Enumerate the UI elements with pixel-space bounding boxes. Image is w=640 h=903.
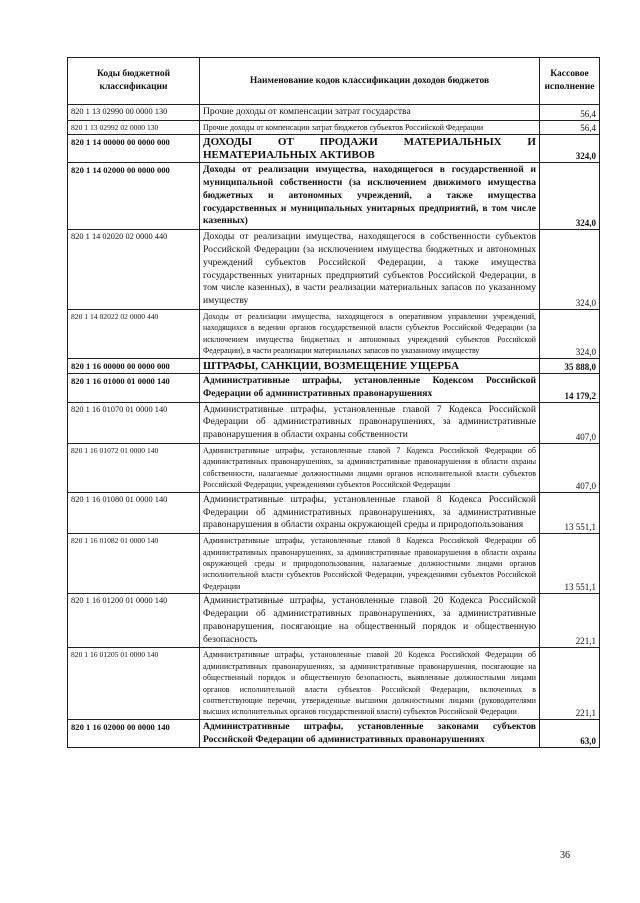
row-amount: 221,1 bbox=[540, 648, 600, 719]
row-amount: 56,4 bbox=[540, 120, 600, 134]
row-name: Административные штрафы, установленные главой 8 Кодекса Российской Федерации об административных правонарушениях, за административные правонарушения в области охраны окружающей среды и природопользования bbox=[200, 492, 540, 533]
row-name: Административные штрафы, установленные главой 20 Кодекса Российской Федерации об административных правонарушениях, за административные правонарушения, посягающие на общественный порядок и общественную безопасность, выявленные должностными лицами органов исполнительной власти субъектов Российской Федерации, включенных в соответствующие перечни, утвержденные высшими должностными лицами (руководителями высших исполнительных органов государственной власти) субъектов Российской Федерации bbox=[200, 648, 540, 719]
table-row bbox=[68, 402, 600, 443]
row-code: 820 1 16 01072 01 0000 140 bbox=[68, 444, 200, 493]
page-number: 36 bbox=[560, 850, 570, 861]
row-code: 820 1 14 02000 00 0000 000 bbox=[68, 163, 200, 230]
row-name: Прочие доходы от компенсации затрат бюджетов субъектов Российской Федерации bbox=[200, 120, 540, 134]
row-name: Доходы от реализации имущества, находящегося в собственности субъектов Российской Федерации (за исключением имущества бюджетных и автономных учреждений субъектов Российской Федерации, а также имущества государственных унитарных предприятий субъектов Российской Федерации, в том числе казенных), в части реализации материальных запасов по указанному имуществу bbox=[200, 230, 540, 310]
row-amount: 14 179,2 bbox=[540, 374, 600, 403]
table-row bbox=[68, 444, 600, 493]
table-row bbox=[68, 230, 600, 310]
row-code: 820 1 13 02990 00 0000 130 bbox=[68, 105, 200, 121]
table-row bbox=[68, 163, 600, 230]
row-amount: 56,4 bbox=[540, 105, 600, 121]
table-row bbox=[68, 534, 600, 594]
table-row bbox=[68, 105, 600, 121]
row-name: Прочие доходы от компенсации затрат государства bbox=[200, 105, 540, 121]
row-name: Административные штрафы, установленные Кодексом Российской Федерации об административных правонарушениях bbox=[200, 374, 540, 403]
row-code: 820 1 14 02020 02 0000 440 bbox=[68, 230, 200, 310]
row-code: 820 1 13 02992 02 0000 130 bbox=[68, 120, 200, 134]
row-amount: 407,0 bbox=[540, 444, 600, 493]
row-amount: 221,1 bbox=[540, 594, 600, 648]
table-row bbox=[68, 492, 600, 533]
row-amount: 407,0 bbox=[540, 402, 600, 443]
row-name: Административные штрафы, установленные законами субъектов Российской Федерации об административных правонарушениях bbox=[200, 719, 540, 748]
row-amount: 324,0 bbox=[540, 230, 600, 310]
row-amount: 35 888,0 bbox=[540, 358, 600, 374]
row-code: 820 1 16 01000 01 0000 140 bbox=[68, 374, 200, 403]
row-name: Административные штрафы, установленные главой 7 Кодекса Российской Федерации об административных правонарушениях, за административные правонарушения в области охраны собственности bbox=[200, 402, 540, 443]
row-code: 820 1 16 00000 00 0000 000 bbox=[68, 358, 200, 374]
row-code: 820 1 16 01080 01 0000 140 bbox=[68, 492, 200, 533]
row-code: 820 1 16 01082 01 0000 140 bbox=[68, 534, 200, 594]
header-name: Наименование кодов классификации доходов бюджетов bbox=[200, 58, 540, 105]
row-code: 820 1 14 02022 02 0000 440 bbox=[68, 309, 200, 358]
row-code: 820 1 16 01070 01 0000 140 bbox=[68, 402, 200, 443]
row-amount: 324,0 bbox=[540, 135, 600, 163]
row-amount: 13 551,1 bbox=[540, 492, 600, 533]
table-header-row bbox=[68, 58, 600, 105]
table-row bbox=[68, 135, 600, 163]
row-name: Доходы от реализации имущества, находящегося в оперативном управлении учреждений, находящихся в ведении органов государственной власти субъектов Российской Федерации (за исключением имущества бюджетных и автономных учреждений субъектов Российской Федерации), в части реализации материальных запасов по указанному имуществу bbox=[200, 309, 540, 358]
revenue-classification-table bbox=[67, 57, 600, 748]
table-row bbox=[68, 358, 600, 374]
revenue-table-sheet bbox=[67, 57, 599, 748]
row-code: 820 1 14 00000 00 0000 000 bbox=[68, 135, 200, 163]
row-name: ШТРАФЫ, САНКЦИИ, ВОЗМЕЩЕНИЕ УЩЕРБА bbox=[200, 358, 540, 374]
row-amount: 324,0 bbox=[540, 309, 600, 358]
row-code: 820 1 16 01205 01 0000 140 bbox=[68, 648, 200, 719]
row-amount: 324,0 bbox=[540, 163, 600, 230]
header-amount: Кассовое исполнение bbox=[540, 58, 600, 105]
table-row bbox=[68, 648, 600, 719]
table-row bbox=[68, 719, 600, 748]
table-row bbox=[68, 120, 600, 134]
table-row bbox=[68, 374, 600, 403]
row-code: 820 1 16 02000 00 0000 140 bbox=[68, 719, 200, 748]
table-row bbox=[68, 594, 600, 648]
row-name: Административные штрафы, установленные главой 20 Кодекса Российской Федерации об административных правонарушениях, за административные правонарушения, посягающие на общественный порядок и общественную безопасность bbox=[200, 594, 540, 648]
table-row bbox=[68, 309, 600, 358]
row-name: ДОХОДЫ ОТ ПРОДАЖИ МАТЕРИАЛЬНЫХ И НЕМАТЕРИАЛЬНЫХ АКТИВОВ bbox=[200, 135, 540, 163]
row-code: 820 1 16 01200 01 0000 140 bbox=[68, 594, 200, 648]
row-name: Административные штрафы, установленные главой 7 Кодекса Российской Федерации об административных правонарушениях, за административные правонарушения в области охраны собственности, налагаемые должностными лицами органов исполнительной власти субъектов Российской Федерации, учреждениями субъектов Российской Федерации bbox=[200, 444, 540, 493]
header-code: Коды бюджетной классификации bbox=[68, 58, 200, 105]
row-amount: 63,0 bbox=[540, 719, 600, 748]
row-name: Доходы от реализации имущества, находящегося в государственной и муниципальной собственности (за исключением движимого имущества бюджетных и автономных учреждений, а также имущества государственных и муниципальных унитарных предприятий, в том числе казенных) bbox=[200, 163, 540, 230]
row-amount: 13 551,1 bbox=[540, 534, 600, 594]
row-name: Административные штрафы, установленные главой 8 Кодекса Российской Федерации об административных правонарушениях, за административные правонарушения в области охраны окружающей среды и природопользования, налагаемые должностными лицами органов исполнительной власти субъектов Российской Федерации, учреждениями субъектов Российской Федерации bbox=[200, 534, 540, 594]
